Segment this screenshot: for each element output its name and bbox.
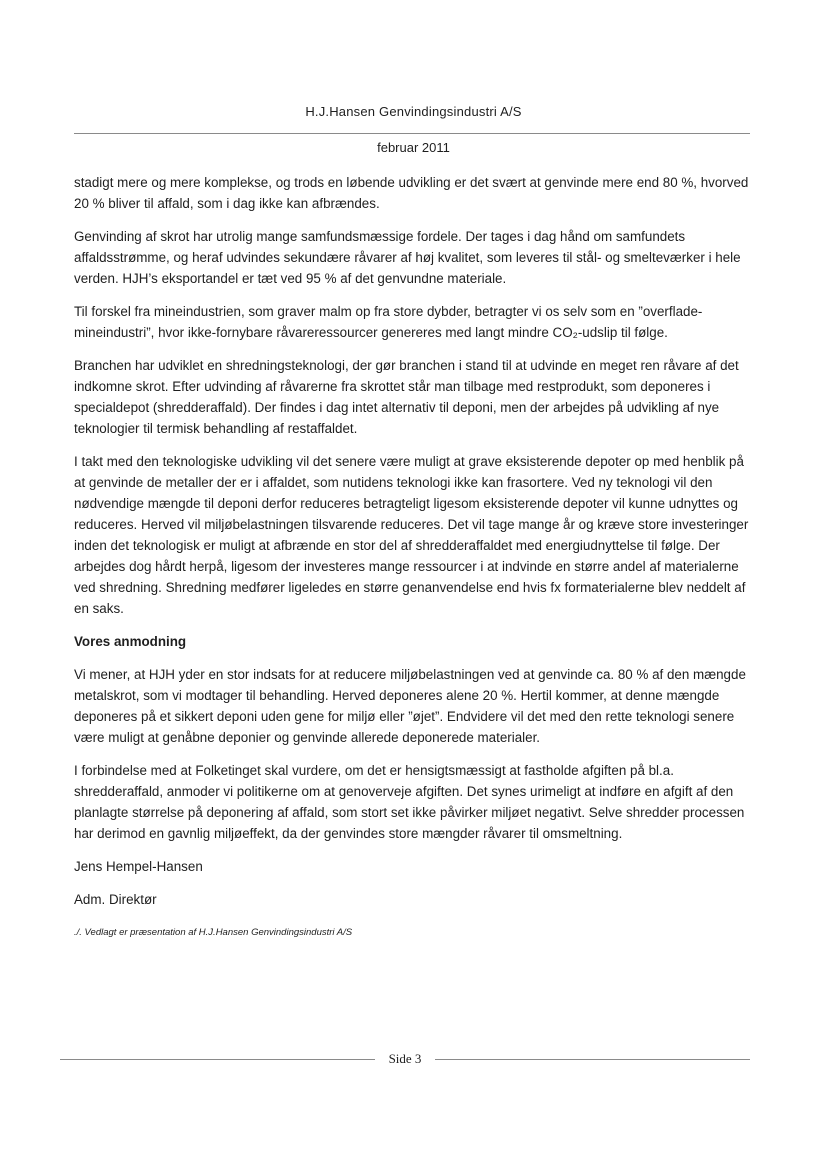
footer-rule-left	[60, 1059, 375, 1060]
footer-rule-right	[435, 1059, 750, 1060]
body-paragraph-5: I takt med den teknologiske udvikling vil det senere være muligt at grave eksisterende depoter op med henblik på at genvinde de metaller der er i affaldet, som nutidens teknologi ikke kan frasortere. Ved ny teknologi vil den nødvendige mængde til deponi derfor reduceres betragteligt ligesom eksisterende depoter vil kunne udnyttes og reduceres. Herved vil miljøbelastningen tilsvarende reduceres. Det vil tage mange år og kræve store investeringer inden det teknologisk er muligt at afbrænde en stor del af shredderaffaldet med energiudnyttelse til følge. Der arbejdes dog hårdt herpå, ligesom der investeres mange ressourcer i at indvinde en større andel af materialerne ved shredning. Shredning medfører ligeledes en større genanvendelse end hvis fx formaterialerne blev neddelt af en saks.	[74, 454, 749, 616]
letter-body	[74, 172, 750, 952]
body-paragraph-1: stadigt mere og mere komplekse, og trods en løbende udvikling er det svært at genvinde mere end 80 %, hvorved 20 % bliver til affald, som i dag ikke kan afbrændes.	[74, 175, 749, 211]
signature-title: Adm. Direktør	[74, 892, 157, 907]
page-number: Side 3	[388, 1051, 422, 1066]
body-paragraph-3: Til forskel fra mineindustrien, som graver malm op fra store dybder, betragter vi os selv som en ”overflade-mineindustri”, hvor ikke-fornybare råvareressourcer genereres med langt mindre CO₂-udslip til følge.	[74, 304, 703, 340]
attachment-note: ./. Vedlagt er præsentation af H.J.Hansen Genvindingsindustri A/S	[74, 927, 353, 938]
body-paragraph-2: Genvinding af skrot har utrolig mange samfundsmæssige fordele. Der tages i dag hånd om samfundets affaldsstrømme, og heraf udvindes sekundære råvarer af høj kvalitet, som leveres til stål- og smelteværker i hele verden. HJH’s eksportandel er tæt ved 95 % af det genvundne materiale.	[74, 229, 741, 286]
body-paragraph-4: Branchen har udviklet en shredningsteknologi, der gør branchen i stand til at udvinde en meget ren råvare af det indkomne skrot. Efter udvinding af råvarerne fra skrottet står man tilbage med restprodukt, som deponeres i specialdepot (shredderaffald). Der findes i dag intet alternativ til deponi, men der arbejdes på udvikling af nye teknologier til termisk behandling af restaffaldet.	[74, 358, 739, 436]
request-paragraph-2: I forbindelse med at Folketinget skal vurdere, om det er hensigtsmæssigt at fastholde afgiften på bl.a. shredderaffald, anmoder vi politikerne om at genoverveje afgiften. Det synes urimeligt at indføre en afgift af den planlagte størrelse på deponering af affald, som stort set ikke påvirker miljøet negativt. Selve shredder processen har derimod en gavnlig miljøeffekt, da der genvindes store mængder råvarer til omsmeltning.	[74, 763, 745, 841]
header-date: februar 2011	[377, 140, 450, 155]
section-heading: Vores anmodning	[74, 634, 187, 649]
header-company-name: H.J.Hansen Genvindingsindustri A/S	[305, 104, 522, 119]
request-paragraph-1: Vi mener, at HJH yder en stor indsats for at reducere miljøbelastningen ved at genvinde ca. 80 % af den mængde metalskrot, som vi modtager til behandling. Herved deponeres alene 20 %. Hertil kommer, at denne mængde deponeres på et sikkert deponi uden gene for miljø eller ”øjet”. Endvidere vil det med den rette teknologi senere være muligt at genåbne deponier og genvinde allerede deponerede materialer.	[74, 667, 746, 745]
header-divider	[74, 133, 750, 134]
signature-name: Jens Hempel-Hansen	[74, 859, 203, 874]
page-footer	[60, 1049, 750, 1069]
